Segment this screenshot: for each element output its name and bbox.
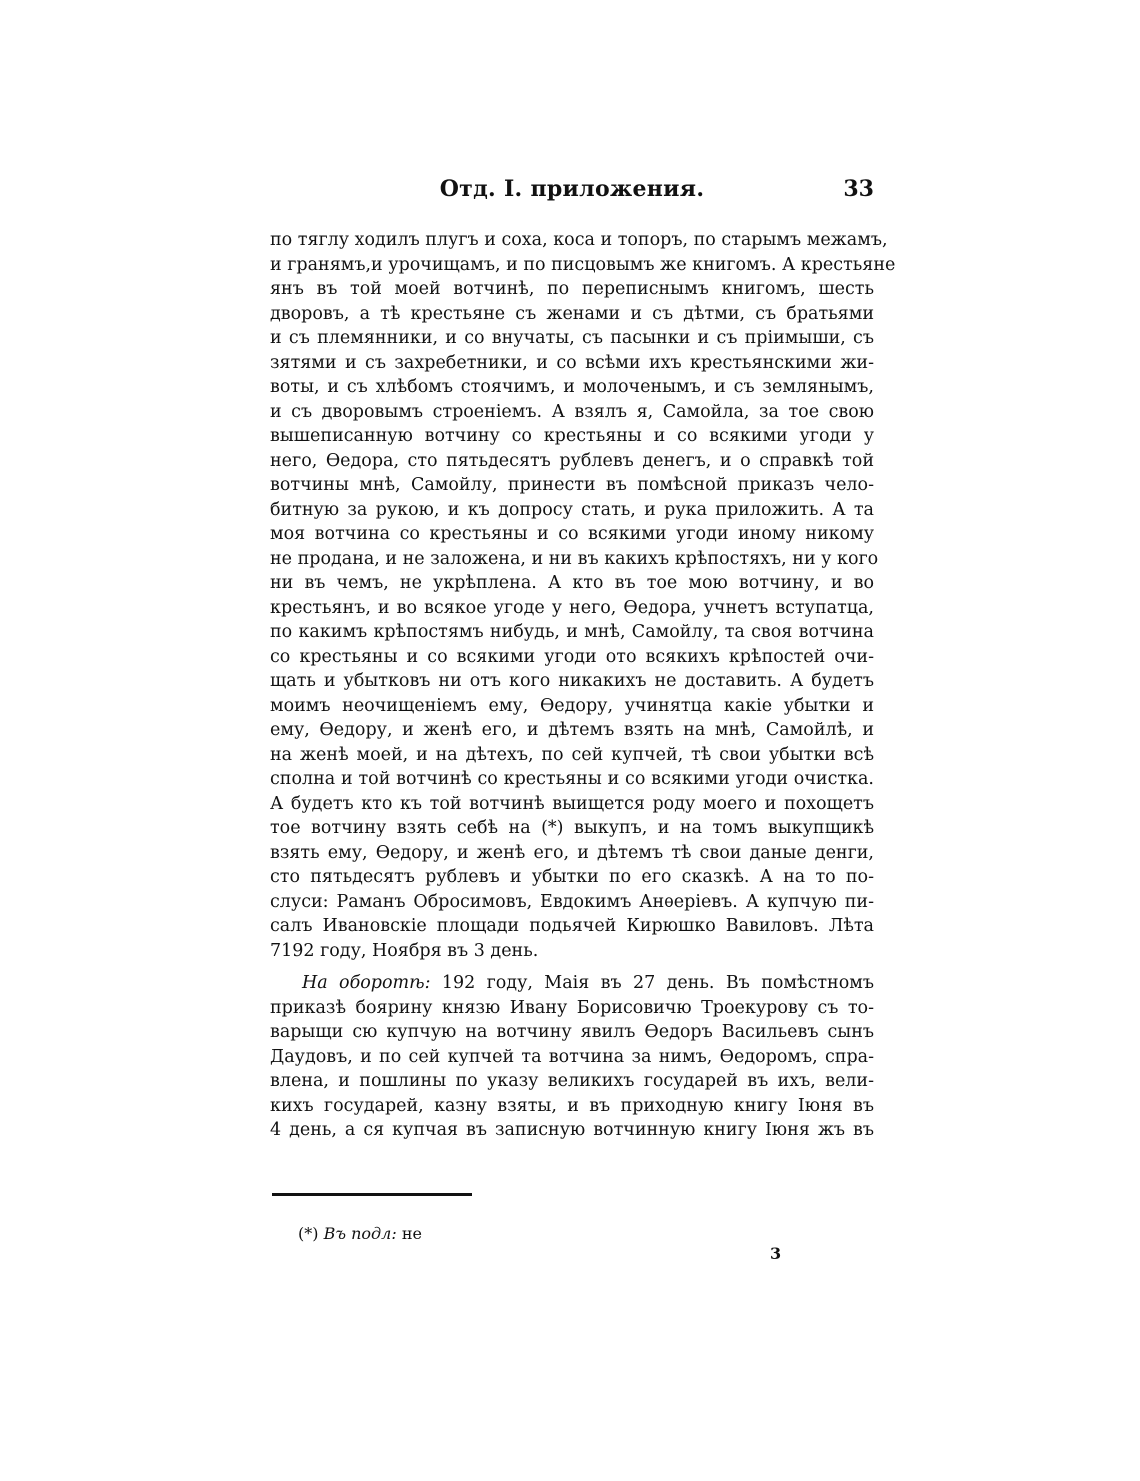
text-line: янъ въ той моей вотчинѣ, по переписнымъ книгомъ, шесть bbox=[270, 279, 874, 299]
running-title: Отд. I. приложения. bbox=[439, 176, 705, 202]
text-line: и съ племянники, и со внучаты, съ пасынки и съ пріимыши, съ bbox=[270, 328, 874, 348]
text-line: и гранямъ,и урочищамъ, и по писцовымъ же книгомъ. А крестьяне bbox=[270, 254, 896, 275]
text-line: сполна и той вотчинѣ со крестьяны и со всякими угоди очистка. bbox=[270, 769, 874, 789]
text-line: моя вотчина со крестьяны и со всякими угоди иному никому bbox=[270, 524, 874, 544]
text-line: по тяглу ходилъ плугъ и соха, коса и топоръ, по старымъ межамъ, bbox=[270, 230, 888, 250]
text-line: битную за рукою, и къ допросу стать, и рука приложить. А та bbox=[270, 499, 874, 520]
footnote-label: Въ подл: bbox=[323, 1224, 397, 1243]
text-line: крестьянъ, и во всякое угоде у него, Ѳедора, учнетъ вступатца, bbox=[270, 597, 874, 618]
text-line: ни въ чемъ, не укрѣплена. А кто въ тое мою вотчину, и во bbox=[270, 573, 874, 593]
text-line: приказѣ боярину князю Ивану Борисовичю Троекурову съ то- bbox=[270, 997, 874, 1018]
text-line: салъ Ивановскіе площади подьячей Кирюшко Вавиловъ. Лѣта bbox=[270, 916, 874, 936]
text-line: слуси: Раманъ Обросимовъ, Евдокимъ Анѳеріевъ. А купчую пи- bbox=[270, 891, 874, 912]
text-line: тое вотчину взять себѣ на (*) выкупъ, и на томъ выкупщикѣ bbox=[270, 818, 874, 838]
footnote-text: не bbox=[401, 1224, 422, 1243]
paragraph-2 bbox=[270, 971, 874, 1143]
body-text bbox=[270, 228, 896, 1143]
text-line: 7192 году, Ноября въ 3 день. bbox=[270, 940, 539, 961]
text-line: не продана, и не заложена, и ни въ какихъ крѣпостяхъ, ни у кого bbox=[270, 548, 879, 569]
text-line: него, Ѳедора, сто пятьдесятъ рублевъ денегъ, и о справкѣ той bbox=[270, 450, 874, 471]
text-line: сто пятьдесятъ рублевъ и убытки по его сказкѣ. А на то по- bbox=[270, 867, 874, 887]
signature-mark: 3 bbox=[770, 1244, 782, 1263]
text-line: со крестьяны и со всякими угоди ото всякихъ крѣпостей очи- bbox=[270, 646, 874, 667]
text-line: вотчины мнѣ, Самойлу, принести въ помѣсной приказъ чело- bbox=[270, 475, 874, 495]
page-header bbox=[270, 176, 874, 210]
text-line: воты, и съ хлѣбомъ стоячимъ, и молоченымъ, и съ землянымъ, bbox=[270, 377, 874, 397]
text-line: зятями и съ захребетники, и со всѣми ихъ крестьянскими жи- bbox=[270, 352, 874, 373]
text-line: взять ему, Ѳедору, и женѣ его, и дѣтемъ тѣ свои даные денги, bbox=[270, 842, 874, 863]
text-line: моимъ неочищеніемъ ему, Ѳедору, учинятца какіе убытки и bbox=[270, 695, 874, 716]
text-line: варыщи сю купчую на вотчину явилъ Ѳедоръ Васильевъ сынъ bbox=[270, 1022, 874, 1042]
text-line: и съ дворовымъ строеніемъ. А взялъ я, Самойла, за тое свою bbox=[270, 401, 874, 422]
text-line: дворовъ, а тѣ крестьяне съ женами и съ дѣтми, съ братьями bbox=[270, 303, 874, 324]
text-line: влена, и пошлины по указу великихъ государей въ ихъ, вели- bbox=[270, 1071, 874, 1091]
footnote-mark: (*) bbox=[298, 1224, 319, 1243]
paragraph-lead-rest: 192 году, Маія въ 27 день. Въ помѣстномъ bbox=[430, 973, 874, 993]
page-number: 33 bbox=[843, 176, 874, 202]
paragraph-lead: На оборотѣ: bbox=[302, 973, 431, 993]
text-line: кихъ государей, казну взяты, и въ приходную книгу Іюня въ bbox=[270, 1095, 874, 1116]
text-line: щать и убытковъ ни отъ кого никакихъ не доставить. А будетъ bbox=[270, 671, 874, 691]
text-line: вышеписанную вотчину со крестьяны и со всякими угоди у bbox=[270, 426, 874, 446]
footnote bbox=[298, 1224, 422, 1243]
text-line: А будетъ кто къ той вотчинѣ выищется роду моего и похощетъ bbox=[270, 793, 874, 814]
text-line: 4 день, а ся купчая въ записную вотчинную книгу Іюня жъ въ bbox=[270, 1120, 874, 1140]
text-line: ему, Ѳедору, и женѣ его, и дѣтемъ взять на мнѣ, Самойлѣ, и bbox=[270, 720, 874, 740]
text-line: на женѣ моей, и на дѣтехъ, по сей купчей, тѣ свои убытки всѣ bbox=[270, 744, 874, 765]
text-line bbox=[270, 971, 874, 996]
text-line: по какимъ крѣпостямъ нибудь, и мнѣ, Самойлу, та своя вотчина bbox=[270, 622, 874, 642]
footnote-rule bbox=[272, 1193, 472, 1196]
text-line: Даудовъ, и по сей купчей та вотчина за нимъ, Ѳедоромъ, спра- bbox=[270, 1046, 874, 1067]
paragraph-1 bbox=[270, 228, 896, 963]
